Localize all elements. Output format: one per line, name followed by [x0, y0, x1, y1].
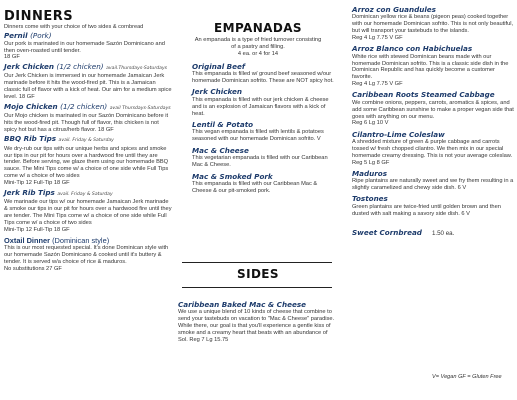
- item-availability: avail. Friday & Saturday: [58, 138, 114, 144]
- item-name: Pernil: [4, 31, 28, 41]
- item-name: Caribbean Baked Mac & Cheese: [178, 300, 306, 309]
- item-desc: We use a unique blend of 10 kinds of cheese that combine to send your tastebuds on vacation to "Mac & Cheese" paradise. While there, our goal is that you'll experience a gentle kiss of smoke and a creamy heart that beats with an abundance of Sol. Reg 7 Lg 15.75: [178, 309, 335, 344]
- item-price: Reg 7 Lg 15.75: [189, 337, 229, 344]
- item-name: BBQ Rib Tips: [4, 134, 57, 144]
- item-price: Reg 4 Lg 7.75 V GF: [352, 35, 403, 42]
- dinner-item-oxtail: [4, 237, 172, 273]
- dinners-title: DINNERS: [4, 9, 74, 24]
- item-desc: Our Mojo chicken is marinated in our Sazón Dominicano before it hits the wood-fired pit. Though full of flavor, this chicken is not spicy hot but has a citrus/herb flavor. 18 GF: [4, 112, 169, 133]
- item-desc: This empanada is filled w/ ground beef seasoned w/our homemade Dominican sofrito. These are NOT spicy hot.: [192, 71, 334, 85]
- side-item-maduros: [352, 170, 514, 192]
- item-paren: (Dominican style): [52, 235, 110, 245]
- item-name: Cilantro-Lime Coleslaw: [352, 129, 445, 139]
- item-price: 6 V: [461, 210, 470, 217]
- item-name: Arroz con Guandules: [352, 5, 436, 14]
- item-desc: This is our most requested special. It's done Dominican style with our homemade Sazón Dominicano & cooked until it's buttery & tender. It is served w/a choice of rice & maduros.: [4, 245, 169, 266]
- item-desc: Dominican yellow rice & beans (pigeon peas) cooked together with our homemade Dominican sofrito. This is not only beautiful, but will transport your tastebuds to the islands.: [352, 14, 514, 35]
- item-desc: Green plantains are twice-fried until golden brown and then dusted with salt making a savory side dish. 6 V: [352, 203, 501, 217]
- dinners-section: [4, 0, 172, 273]
- item-availability: avail Thursdays-Saturdays: [109, 105, 171, 111]
- item-name: Jerk Chicken: [4, 61, 55, 71]
- item-name: Tostones: [352, 194, 388, 204]
- item-desc: Ripe plantains are naturally sweet and we fry them resulting in a slightly caramelized and chewy side dish. 6 V: [352, 178, 514, 192]
- item-price: Reg 6 Lg 10 V: [352, 120, 389, 127]
- item-desc: We dry-rub our tips with our unique herbs and spices and smoke our tips in our pit for hours over a hardwood fire until they are tender. Before serving, we glaze them using our homemade BBQ sauce. The Mini Tips come w/ a choice of one side while Full Tips come w/ a choice of two sides: [4, 145, 169, 180]
- item-name: Mac & Cheese: [192, 145, 249, 155]
- empanada-item-mac-cheese: [178, 147, 338, 169]
- item-desc: This vegan empanada is filled with lentils & potatoes seasoned with our homemade Dominican sofrito. V: [192, 129, 324, 143]
- dinner-item-bbq-rib-tips: [4, 135, 172, 187]
- dinner-item-jerk-rib-tips: [4, 189, 172, 234]
- item-price: 18 GF: [97, 126, 114, 133]
- side-item-tostones: [352, 195, 514, 217]
- item-desc: White rice with stewed Dominican beans made with our homemade Dominican sofrito. This is a classic side dish in the Dominican Republic and has quickly become a customer favorite.: [352, 53, 509, 81]
- empanada-item-mac-smoked-pork: [178, 173, 338, 195]
- item-paren: (1/2 chicken): [60, 101, 108, 111]
- item-desc: Our pork is marinated in our homemade Sazón Dominicano and then oven-roasted until tender.: [4, 40, 165, 54]
- item-name: Mac & Smoked Pork: [192, 171, 273, 181]
- dinner-item-jerk-chicken: [4, 63, 172, 101]
- dinner-item-mojo-chicken: [4, 103, 172, 134]
- side-item-steamed-cabbage: [352, 91, 514, 127]
- divider-bottom: [182, 287, 332, 288]
- item-name: Caribbean Roots Steamed Cabbage: [352, 90, 495, 100]
- item-name: Lentil & Potato: [192, 120, 254, 130]
- sides-title: SIDES: [237, 267, 279, 281]
- item-desc: We combine onions, peppers, carrots, aromatics & spices, and add some Caribbean sunshine to make a proper vegan side that goes with anything on our menu.: [352, 99, 514, 120]
- sides-section: [352, 6, 514, 240]
- item-name: Jerk Chicken: [192, 87, 243, 97]
- side-item-arroz-blanco: [352, 45, 514, 88]
- dinner-item-pernil: [4, 32, 172, 61]
- item-desc: This empanada is filled with our jerk chicken & cheese and is an explosion of Jamaican flavors with a kick of heat.: [192, 96, 329, 117]
- item-price: 1.50 ea.: [431, 230, 455, 238]
- empanadas-title: EMPANADAS: [214, 21, 302, 35]
- item-desc: A shredded mixture of green & purple cabbage and carrots tossed w/ fresh chopped cilantro. We then mix in our special homemade creamy dressing. This is not your average coleslaw.: [352, 138, 513, 159]
- item-desc: This empanada is filled with our Caribbean Mac & Cheese & our pit-smoked pork.: [192, 180, 318, 194]
- empanada-item-lentil-potato: [178, 121, 338, 143]
- item-name: Arroz Blanco con Habichuelas: [352, 44, 473, 54]
- item-desc: This vegetarian empanada is filled with our Caribbean Mac & Cheese.: [192, 155, 328, 169]
- item-availability: avail.Thursdays-Saturdays: [106, 65, 168, 71]
- empanada-item-jerk-chicken: [178, 88, 338, 117]
- item-availability: avail. Friday & Saturday: [57, 191, 113, 197]
- item-name: Original Beef: [192, 61, 246, 71]
- item-price: 6 V: [457, 185, 467, 192]
- dietary-legend: V= Vegan GF = Gluten Free: [432, 374, 502, 380]
- side-item-mac-cheese: [178, 301, 338, 344]
- item-price: 18 GF: [18, 94, 35, 101]
- sides-header: [178, 267, 338, 281]
- empanadas-section: [178, 0, 338, 195]
- item-name: Maduros: [352, 168, 388, 178]
- item-price: V: [316, 136, 321, 143]
- item-price: 18 GF: [4, 54, 20, 61]
- item-name: Oxtail Dinner: [4, 235, 50, 245]
- item-paren: (1/2 chicken): [56, 61, 104, 71]
- item-name: Sweet Cornbread: [352, 228, 422, 238]
- item-price: Mini-Tip 12 Full-Tip 18 GF: [4, 226, 70, 233]
- empanadas-intro: An empanada is a type of fried turnover consisting of a pastry and filling. 4 ea. or 4 for 14: [194, 37, 322, 57]
- item-price: Mini-Tip 12 Full-Tip 18 GF: [4, 180, 70, 187]
- divider-top: [182, 262, 332, 263]
- side-item-arroz-guandules: [352, 6, 514, 42]
- item-desc: Our Jerk Chicken is immersed in our homemade Jamaican Jerk marinade before it hits the wood-fired pit. This is a Jamaican classic full of flavor with a kick of heat. Our aim for a medium spice level. 18 GF: [4, 73, 172, 101]
- item-name: Jerk Rib Tips: [4, 187, 55, 197]
- side-item-sweet-cornbread: [352, 222, 514, 240]
- item-price: Reg 5 Lg 8 GF: [352, 159, 390, 166]
- item-price: No substitutions 27 GF: [4, 265, 62, 272]
- dinners-intro: Dinners come with your choice of two sides & cornbread: [4, 24, 144, 30]
- item-desc: We marinade our tips w/ our homemade Jamaican Jerk marinade & smoke our tips in our pit for hours over a hardwood fire until they are tender. The Mini Tips come w/ a choice of one side while Full Tips come w/ a choice of two sides: [4, 199, 172, 226]
- item-name: Mojo Chicken: [4, 101, 58, 111]
- item-paren: (Pork): [30, 31, 52, 41]
- side-item-coleslaw: [352, 131, 514, 167]
- empanada-item-original-beef: [178, 63, 338, 85]
- item-price: Reg 4 Lg 7.75 V GF: [352, 81, 403, 88]
